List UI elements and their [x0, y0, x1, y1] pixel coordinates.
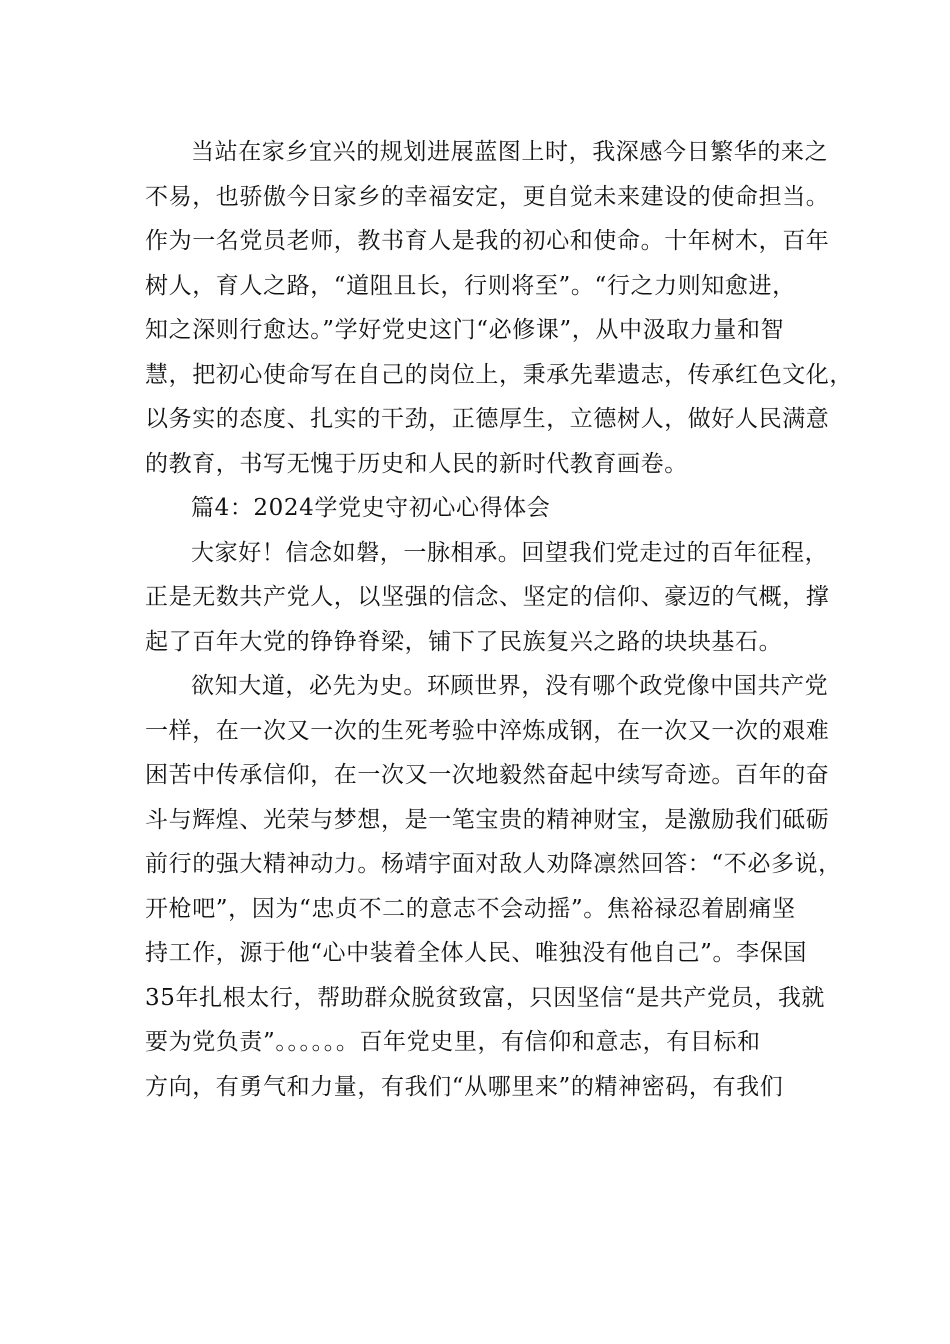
text-line: 作为一名党员老师，教书育人是我的初心和使命。十年树木，百年: [145, 228, 830, 254]
text-line: 开枪吧”，因为“忠贞不二的意志不会动摇”。焦裕禄忍着剧痛坚: [145, 895, 796, 922]
text-line: 大家好！信念如磐，一脉相承。回望我们党走过的百年征程，: [191, 539, 829, 566]
text-line: 慧，把初心使命写在自己的岗位上，秉承先辈遗志，传承红色文化，: [145, 361, 853, 388]
text-line: 困苦中传承信仰，在一次又一次地毅然奋起中续写奇迹。百年的奋: [145, 762, 830, 788]
text-line: 前行的强大精神动力。杨靖宇面对敌人劝降凛然回答：“不必多说，: [145, 851, 842, 877]
text-line: 知之深则行愈达。”学好党史这门“必修课”，从中汲取力量和智: [145, 317, 785, 343]
text-line: 以务实的态度、扎实的干劲，正德厚生，立德树人，做好人民满意: [145, 406, 830, 432]
text-line: 起了百年大党的铮铮脊梁，铺下了民族复兴之路的块块基石。: [145, 628, 783, 655]
text-line: 要为党负责”。。。。。。百年党史里，有信仰和意志，有目标和: [145, 1029, 761, 1055]
text-line: 方向，有勇气和力量，有我们“从哪里来”的精神密码，有我们: [145, 1073, 784, 1100]
text-line: 欲知大道，必先为史。环顾世界，没有哪个政党像中国共产党: [191, 673, 829, 699]
text-line: 的教育，书写无愧于历史和人民的新时代教育画卷。: [145, 450, 688, 477]
text-line: 树人，育人之路，“道阻且长，行则将至”。“行之力则知愈进，: [145, 272, 796, 299]
text-line: 一样，在一次又一次的生死考验中淬炼成钢，在一次又一次的艰难: [145, 717, 830, 744]
section-heading: 篇4：2024学党史守初心心得体会: [191, 495, 551, 521]
document-body: [145, 130, 853, 1109]
text-line: 不易，也骄傲今日家乡的幸福安定，更自觉未来建设的使命担当。: [145, 183, 830, 210]
text-line: 正是无数共产党人，以坚强的信念、坚定的信仰、豪迈的气概，撑: [145, 584, 830, 610]
text-line: 持工作，源于他“心中装着全体人民、唯独没有他自己”。李保国: [145, 940, 807, 966]
text-line: 当站在家乡宜兴的规划进展蓝图上时，我深感今日繁华的来之: [191, 139, 829, 165]
text-line: 斗与辉煌、光荣与梦想，是一笔宝贵的精神财宝，是激励我们砥砺: [145, 806, 830, 833]
text-line: 35年扎根太行，帮助群众脱贫致富，只因坚信“是共产党员，我就: [145, 984, 826, 1011]
